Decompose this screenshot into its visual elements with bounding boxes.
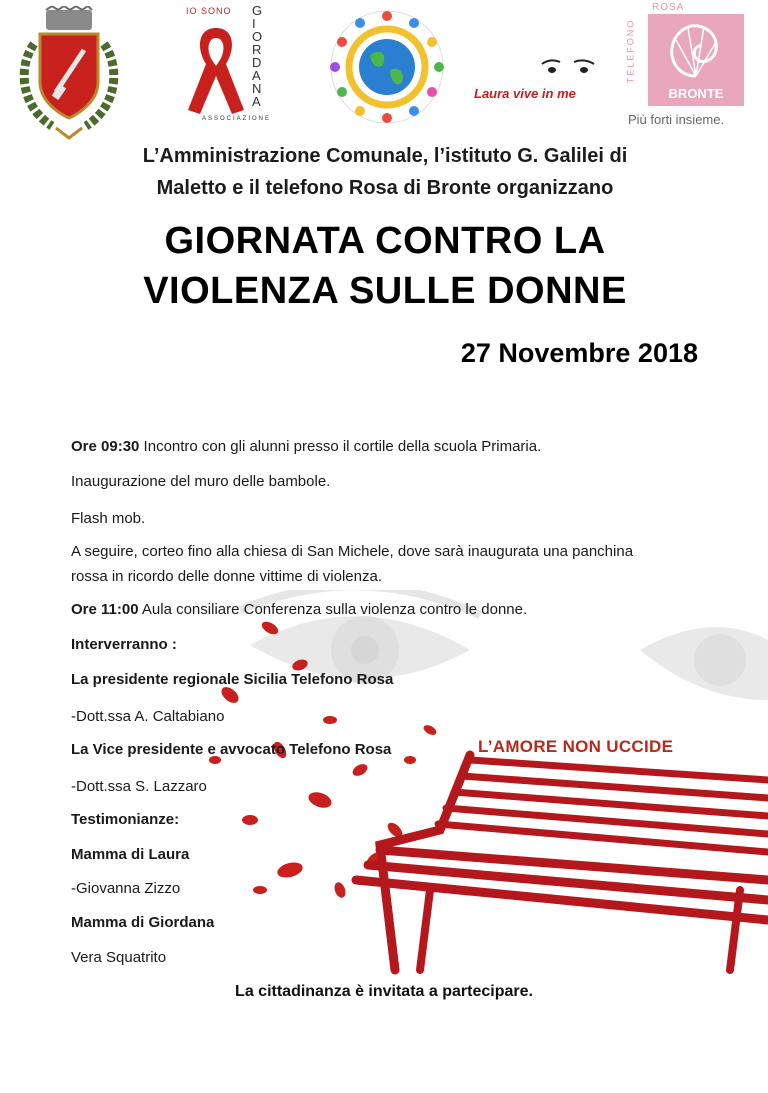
speakers-heading-text: Interverranno : bbox=[71, 636, 177, 653]
intro-line-2: Maletto e il telefono Rosa di Bronte organizzano bbox=[156, 177, 614, 199]
page-title bbox=[40, 216, 730, 316]
shell-icon bbox=[666, 20, 726, 80]
speaker-role bbox=[71, 741, 391, 758]
testimonial-role-text: Mamma di Laura bbox=[71, 846, 190, 863]
telefono-rosa-top-text: ROSA bbox=[652, 2, 685, 13]
coat-of-arms-icon bbox=[12, 6, 126, 140]
telefono-rosa-side-text: TELEFONO bbox=[625, 18, 636, 84]
program-line bbox=[71, 438, 541, 455]
giordana-logo bbox=[180, 2, 280, 128]
speaker-name: -Dott.ssa A. Caltabiano bbox=[71, 708, 225, 725]
testimonial-role bbox=[71, 914, 214, 931]
program-text: Aula consiliare Conferenza sulla violenza contro le donne. bbox=[138, 601, 528, 618]
intro-line-1: L’Amministrazione Comunale, l’istituto G. Galilei di bbox=[142, 145, 628, 167]
program-text: Incontro con gli alunni presso il cortile della scuola Primaria. bbox=[139, 438, 542, 455]
giordana-bottom-text: ASSOCIAZIONE bbox=[202, 116, 272, 122]
speakers-heading bbox=[71, 636, 177, 653]
time-label: Ore 09:30 bbox=[71, 438, 140, 455]
speaker-role-text: La presidente regionale Sicilia Telefono Rosa bbox=[71, 671, 394, 688]
testimonials-heading bbox=[71, 811, 179, 828]
laura-logo bbox=[470, 54, 600, 106]
intro-text bbox=[40, 140, 730, 204]
testimonial-role-text: Mamma di Giordana bbox=[71, 914, 215, 931]
telefono-rosa-logo bbox=[626, 0, 762, 132]
red-ribbon-icon bbox=[184, 22, 248, 118]
eyes-icon bbox=[540, 56, 596, 78]
red-bench bbox=[356, 755, 768, 970]
program-line: rossa in ricordo delle donne vittime di violenza. bbox=[71, 568, 382, 585]
testimonial-role bbox=[71, 846, 189, 863]
event-date: 27 Novembre 2018 bbox=[460, 338, 698, 368]
title-line-2: VIOLENZA SULLE DONNE bbox=[143, 270, 627, 312]
time-label: Ore 11:00 bbox=[71, 601, 139, 618]
testimonials-heading-text: Testimonianze: bbox=[71, 811, 180, 828]
testimonial-name: -Giovanna Zizzo bbox=[71, 880, 181, 897]
speaker-name: -Dott.ssa S. Lazzaro bbox=[71, 778, 207, 795]
slogan-text: L’AMORE NON UCCIDE bbox=[478, 737, 674, 756]
program-line: Inaugurazione del muro delle bambole. bbox=[71, 473, 331, 490]
telefono-rosa-tagline: Più forti insieme. bbox=[628, 112, 725, 127]
speaker-role-text: La Vice presidente e avvocato Telefono Rosa bbox=[71, 741, 392, 758]
laura-text: Laura vive in me bbox=[474, 86, 576, 101]
children-globe-icon bbox=[326, 8, 448, 126]
giordana-vertical-text: GIORDANA bbox=[252, 3, 263, 109]
program-line: A seguire, corteo fino alla chiesa di San Michele, dove sarà inaugurata una panchina bbox=[71, 543, 634, 560]
telefono-rosa-box bbox=[648, 14, 744, 106]
speaker-role bbox=[71, 671, 393, 688]
testimonial-name: Vera Squatrito bbox=[71, 949, 167, 966]
logo-strip bbox=[0, 0, 768, 140]
telefono-rosa-city: BRONTE bbox=[668, 86, 724, 101]
program-line: Flash mob. bbox=[71, 510, 146, 527]
program-line bbox=[71, 601, 527, 618]
closing-text: La cittadinanza è invitata a partecipare. bbox=[235, 983, 533, 1000]
giordana-top-text: IO SONO bbox=[186, 6, 232, 16]
title-line-1: GIORNATA CONTRO LA bbox=[164, 220, 606, 262]
